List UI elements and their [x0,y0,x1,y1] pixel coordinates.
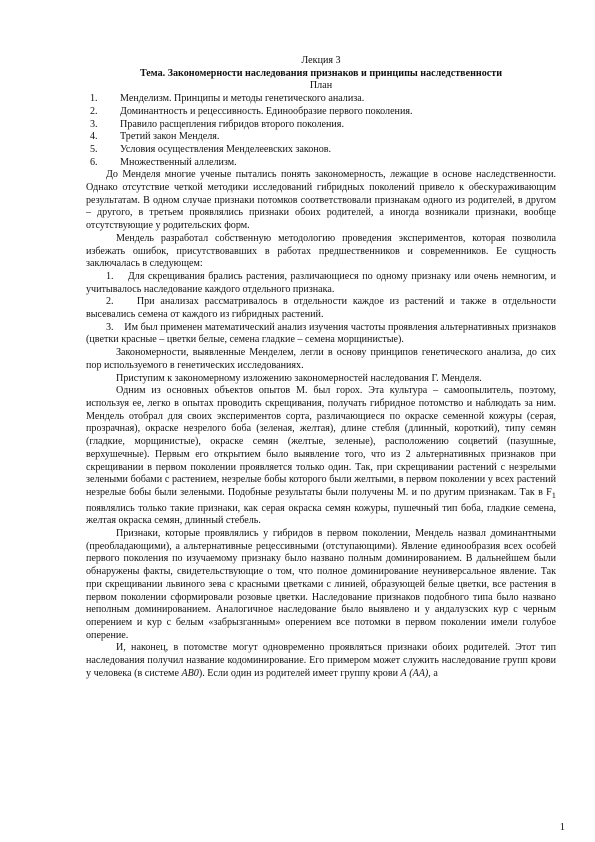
method-rule: 3. Им был применен математический анализ изучения частоты проявления альтернативных признаков (цветки красные – цветки белые, семена гладкие – семена морщинистые). [86,321,556,346]
blood-group-label: А (АА) [400,667,429,679]
method-rule: 1. Для скрещивания брались растения, различающиеся по одному признаку или очень немногим, и учитывалось наследование каждого отдельного признака. [86,270,556,295]
lecture-heading: Лекция 3 [301,55,341,66]
method-rule: 2. При анализах рассматривалось в отдельности каждое из растений и также в отдельности высевались семена от каждого из гибридных растений. [86,296,556,321]
paragraph-dominance: Признаки, которые проявлялись у гибридов в первом поколении, Мендель назвал доминантными (преобладающими), а альтернативные рецессивными (отступающими). Явление единообразия всех особей первого поколения по изучаемому признаку было названо полным доминированием. В дальнейшем были обнаружены факты, свидетельствующие о том, что полное доминирование неуниверсальное явление. Так при скрещивании львиного зева с красными цветками с линией, образующей белые цветки, все растения в первом поколении сформировали розовые цветки. Наследование признаков подобного типа было названо неполным доминированием. Аналогичное наследование было выявлено и у андалузских кур с черным оперением и кур с белым «забрызганным» оперением все потомки в первом поколении имели голубое оперение. [86,528,556,641]
plan-item: 4. Третий закон Менделя. [90,131,220,143]
plan-item: 2. Доминантность и рецессивность. Единообразие первого поколения. [90,105,413,117]
paragraph-principles: Закономерности, выявленные Менделем, легли в основу принципов генетического анализа, до сих пор используемого в генетических исследованиях. [86,347,556,371]
paragraph-transition: Приступим к закономерному изложению закономерностей наследования Г. Менделя. [116,372,482,384]
blood-system-label: АВ0 [181,667,199,679]
plan-item: 3. Правило расщепления гибридов второго поколения. [90,118,344,130]
paragraph-peas: Одним из основных объектов опытов М. был горох. Эта культура – самоопылитель, поэтому, используя ее, легко в опытах проводить скрещивания, получать гибридное потомство и наблюдать за ним. Мендель отобрал для своих экспериментов сорта, различающиеся по окраске семенной кожуры (серая, прозрачная), окраске незрелого боба (зеленая, желтая), длине стебля (длинный, короткий), типу семян (гладкие, морщинистые), окраске семян (желтые, зеленые), расположению соцветий (пазушные, верхушечные). Первым его открытием было выявление того, что из 2 альтернативных признаков при скрещивании в первом поколении проявляется только один. Так, при скрещивании растений с незрелыми зелеными бобами с растением, незрелые бобы которого были желтыми, в первом поколении у всех растений незрелые бобы были зелеными. Подобные результаты были получены М. и по другим признакам. Так в $F_1$ появлялись только такие признаки, как серая окраска семян кожуры, пушечный тип боба, гладкие семена, желтая окраска семян, длинный стебель. [86,385,556,527]
plan-item: 5. Условия осуществления Менделеевских законов. [90,143,332,155]
plan-item: 6. Множественный аллелизм. [90,156,237,168]
topic-heading: Тема. Закономерности наследования признаков и принципы наследственности [139,67,503,79]
subscript-generation: 1 [551,490,556,500]
paragraph-codominance: И, наконец, в потомстве могут одновременно проявляться признаки обоих родителей. Этот тип наследования получил название кодоминирование. Его примером может служить наследование групп крови у человека (в системе АВ0). Если один из родителей имеет группу крови А (АА), а [86,642,556,679]
plan-heading: План [309,80,333,92]
plan-list [86,93,556,169]
paragraph-methodology: Мендель разработал собственную методологию проведения экспериментов, которая позволила избежать ошибок, присутствовавших в работах предшественников и современников. Ее сущность заключалась в следующем: [86,232,556,270]
plan-item: 1. Менделизм. Принципы и методы генетического анализа. [90,93,365,105]
paragraph-intro: До Менделя многие ученые пытались понять закономерность, лежащие в основе наследственности. Однако отсутствие четкой методики исследований гибридных поколений привело к обескураживающим результатам. В одном случае признаки потомков соответствовали признакам одного из родителей, в другом – другого, в третьем проявлялись признаки обоих родителей, а иногда возникали признаки, вообще отсутствующие у родительских форм. [86,169,556,232]
page-number: 1 [559,822,565,833]
page-content [86,55,556,680]
